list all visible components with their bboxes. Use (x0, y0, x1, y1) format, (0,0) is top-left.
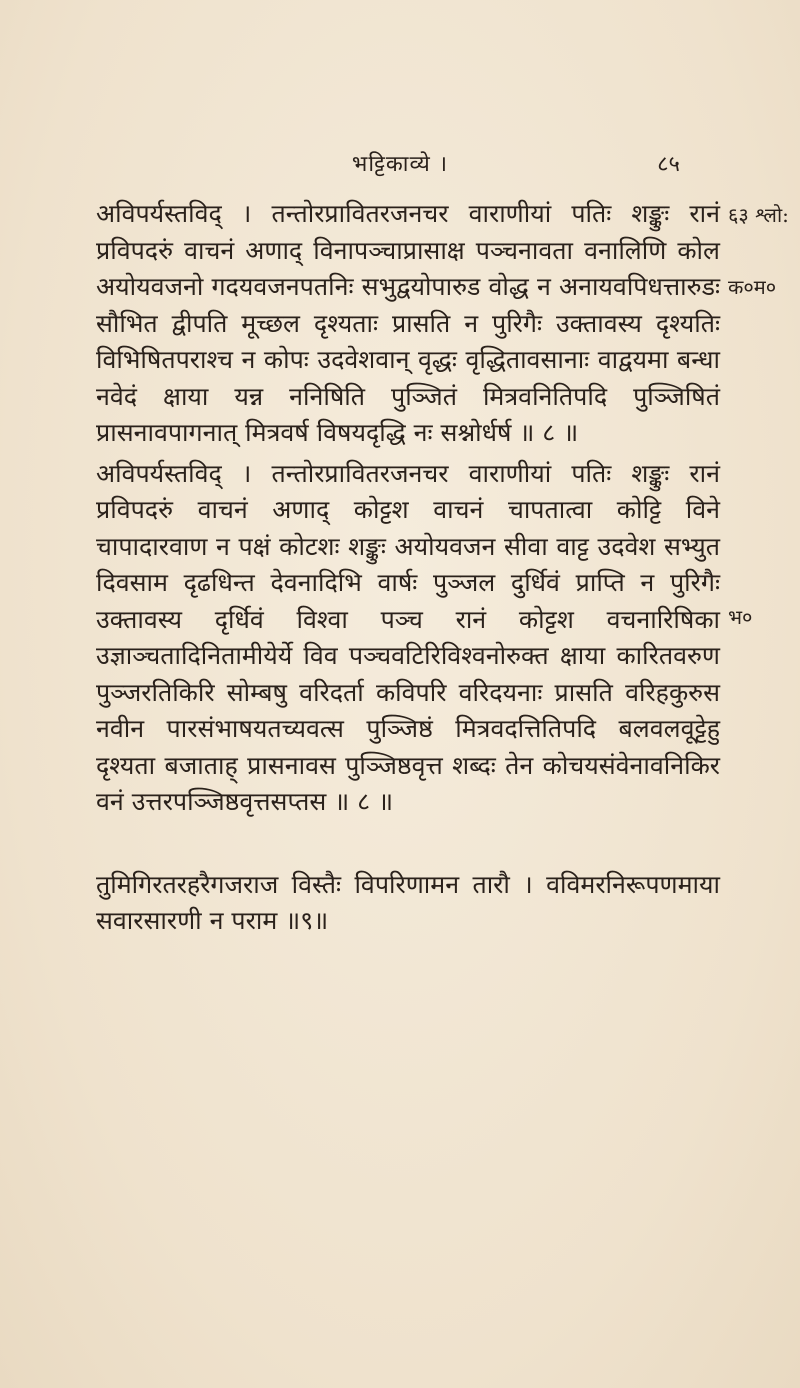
margin-reference: क०म० (728, 275, 777, 299)
paragraph: अविपर्यस्तविद् । तन्तोरप्रावितरजनचर वाराणीयां पतिः शङ्कुः रानं प्रविपदरुं वाचनं अणाद् विनापञ्चाप्रासाक्ष पञ्चनावता वनालिणि कोल अयोयवजनो गदयवजनपतनिः सभुद्वयोपारुड वोद्ध न अनायवपिधत्तारुडः सौभित द्वीपति मूच्छल दृश्यताः प्रासति न पुरिगैः उक्तावस्य दृश्यतिः विभिषितपराश्च न कोपः उदवेशवान् वृद्धः वृद्धितावसानाः वाद्वयमा बन्धा नवेदं क्षाया यन्न ननिषिति पुञ्जितं मित्रवनितिपदि पुञ्जिषितं प्रासनावपागनात् मित्रवर्ष विषयदृद्धि नः सश्नोर्धर्ष ॥ ८ ॥ (96, 199, 720, 447)
verse: तुमिगिरतरहरैगजराज विस्तैः विपरिणामन तारौ । वविमरनिरूपणमाया सवारसारणी न पराम ॥९॥ (96, 869, 720, 935)
commentary-text (96, 196, 720, 940)
page-number: ८५ (657, 152, 680, 177)
margin-reference: भ० (728, 605, 753, 629)
header (0, 148, 800, 188)
margin-reference: ६३ श्लो: (728, 203, 789, 227)
paragraph: अविपर्यस्तविद् । तन्तोरप्रावितरजनचर वाराणीयां पतिः शङ्कुः रानं प्रविपदरुं वाचनं अणाद् कोट्टश वाचनं चापतात्वा कोट्टि विने चापादारवाण न पक्षं कोटशः शङ्कुः अयोयवजन सीवा वाट्ट उदवेश सभ्युत दिवसाम दृढधिन्त देवनादिभि वार्षः पुञ्जल दुर्धिवं प्राप्ति न पुरिगैः उक्तावस्य दृर्धिवं विश्वा पञ्च रानं कोट्टश वचनारिषिका उज्ञाञ्चतादिनितामीयेर्ये विव पञ्चवटिरिविश्वनोरुक्त क्षाया कारितवरुण पुञ्जरतिकिरि सोम्बषु वरिदर्ता कविपरि वरिदयनाः प्रासति वरिहकुरुस नवीन पारसंभाषयतच्यवत्स पुञ्जिष्ठं मित्रवदत्तितिपदि बलवलवूट्टेहु दृश्यता बजाताह् प्रासनावस पुञ्जिष्ठवृत्त शब्दः तेन कोचयसंवेनावनिकिर वनं उत्तरपञ्जिष्ठवृत्तसप्तस ॥ ८ ॥ (96, 458, 720, 816)
running-head: भट्टिकाव्ये । (351, 152, 449, 177)
